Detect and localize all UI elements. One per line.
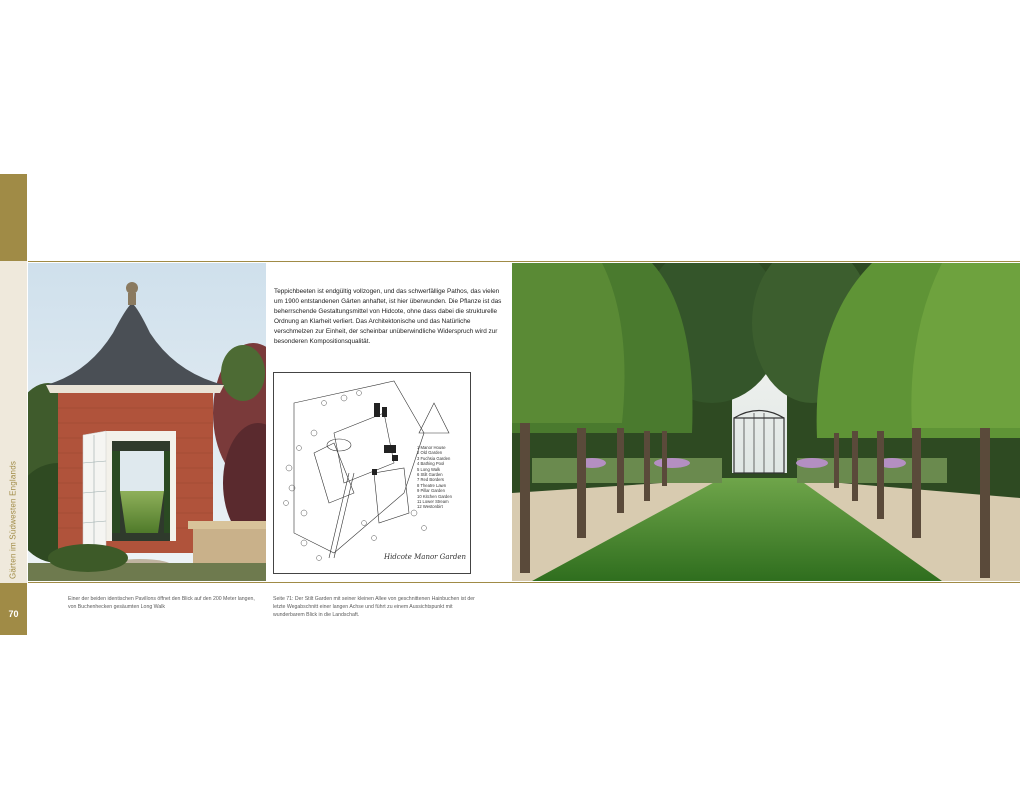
body-text: Teppichbeeten ist endgültig vollzogen, und das schwerfällige Pathos, das vielen um 1900 entstandenen Gärten anhaftet, ist hier überwunden. Die Pflanze ist das beherrschende Gestaltungsmittel von Hidcote, ohne dass dabei die strukturelle Ordnung an Klarheit verliert. Das Architektonische und das Natürliche verschmelzen zur Einheit, der scheinbar unüberwindliche Widerspruch wird zur besonderen Kompositionsqualität. <box>274 288 502 345</box>
bottom-rule <box>28 582 1020 583</box>
legend-item: 6 Stilt Garden <box>417 472 443 478</box>
margin-band-top <box>0 174 27 261</box>
legend-item: 10 Kitchen Garden <box>417 493 452 499</box>
garden-illustration <box>512 263 1020 581</box>
legend-item: 3 Fuchsia Garden <box>417 455 451 461</box>
legend-item: 9 Pillar Garden <box>417 488 445 494</box>
top-rule <box>28 261 1020 262</box>
legend-item: 12 Westonbirt <box>417 504 443 510</box>
plan-title: Hidcote Manor Garden <box>383 553 466 561</box>
garden-plan <box>273 372 471 574</box>
legend-item: 8 Theatre Lawn <box>417 482 447 488</box>
plan-legend <box>417 445 452 510</box>
stilt-garden-photo <box>512 263 1020 581</box>
caption-left: Einer der beiden identischen Pavillons öffnet den Blick auf den 200 Meter langen, von Buchenhecken gesäumten Long Walk <box>68 596 255 610</box>
legend-item: 5 Long Walk <box>417 466 441 472</box>
pavilion-photo <box>28 263 266 581</box>
legend-item: 1 Manor House <box>417 445 446 450</box>
page-number: 70 <box>8 609 19 619</box>
legend-item: 11 Lower Stream <box>417 499 449 505</box>
legend-item: 2 Old Garden <box>417 450 443 456</box>
legend-item: 4 Bathing Pool <box>417 461 445 467</box>
pavilion-illustration <box>28 263 266 581</box>
section-title: Gärten im Südwesten Englands <box>8 460 18 580</box>
legend-item: 7 Red Borders <box>417 477 444 483</box>
caption-right: Seite 71: Der Stilt Garden mit seiner kleinen Allee von geschnittenen Hainbuchen ist der letzte Wegabschnitt einer langen Achse und führt zu einem Aussichtspunkt mit wunderbarem Blick in die Landschaft. <box>273 596 475 618</box>
